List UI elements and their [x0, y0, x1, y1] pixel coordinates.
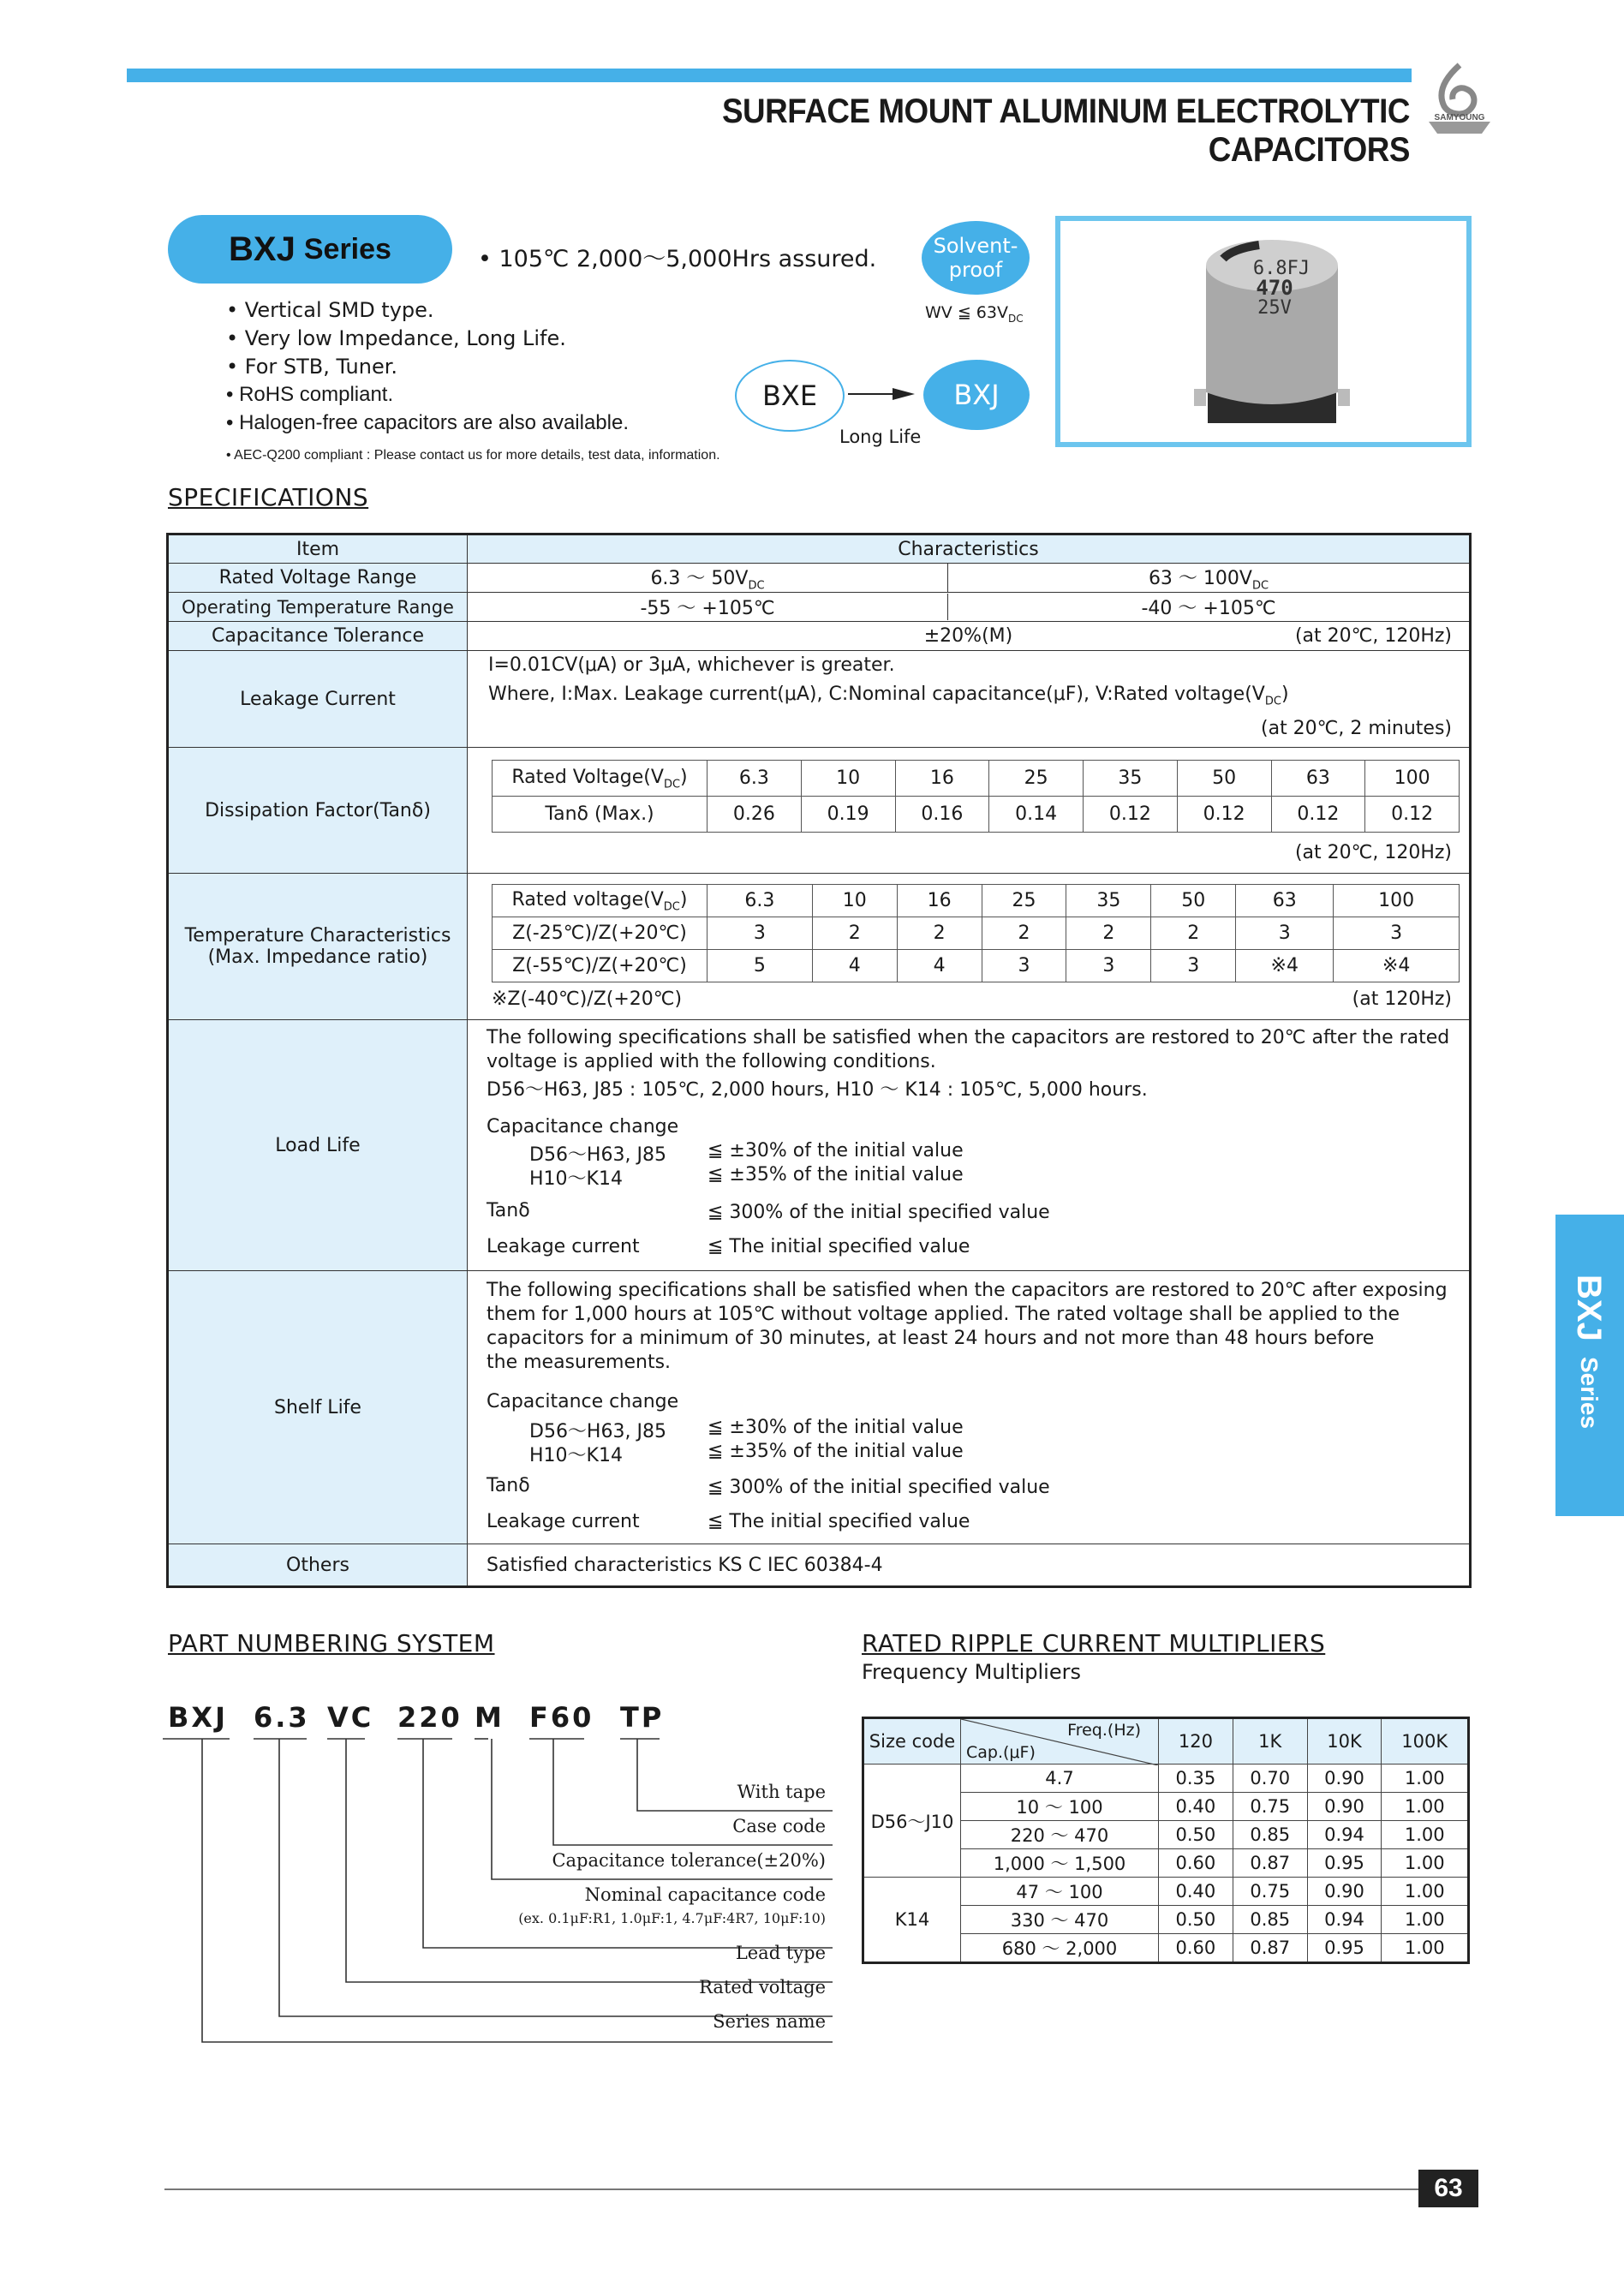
- temp-label: [168, 874, 468, 1020]
- df-tan-value: 0.14: [989, 797, 1084, 833]
- specifications-heading: SPECIFICATIONS: [168, 483, 369, 511]
- temp-voltage: 100: [1334, 885, 1460, 917]
- df-tan-value: 0.12: [1365, 797, 1460, 833]
- shelf-tan: Tanδ: [487, 1475, 530, 1497]
- temp-z25: 3: [1236, 917, 1334, 950]
- shelf-tanv: ≦ 300% of the initial specified value: [708, 1477, 1050, 1499]
- predecessor-series: BXE: [735, 360, 845, 432]
- load-c2v: ≦ ±35% of the initial value: [708, 1164, 964, 1186]
- df-voltage: 100: [1365, 761, 1460, 797]
- ripple-val: 0.50: [1159, 1906, 1233, 1934]
- pn-code-tolerance: M: [475, 1701, 505, 1734]
- temp-voltage: 16: [897, 885, 982, 917]
- temp-z25: 2: [1066, 917, 1151, 950]
- df-tan-value: 0.12: [1084, 797, 1178, 833]
- df-label: Dissipation Factor(Tanδ): [168, 748, 468, 874]
- df-voltage: 63: [1271, 761, 1365, 797]
- temp-voltage: 10: [812, 885, 897, 917]
- load-p3: D56～H63, J85 : 105℃, 2,000 hours, H10 ～ K14 : 105℃, 5,000 hours.: [487, 1079, 1148, 1102]
- temp-vh-end: ): [679, 888, 688, 911]
- temp-vh-text: Rated voltage(V: [511, 888, 664, 911]
- ripple-heading: RATED RIPPLE CURRENT MULTIPLIERS: [862, 1629, 1326, 1657]
- wv-sub: DC: [1007, 312, 1024, 325]
- series-side-tab: [1555, 1215, 1624, 1516]
- df-voltage: 16: [895, 761, 989, 797]
- samyoung-logo: [1425, 62, 1494, 139]
- temp-z25: 3: [1334, 917, 1460, 950]
- shelf-life-label: Shelf Life: [168, 1271, 468, 1544]
- series-headline: • 105℃ 2,000～5,000Hrs assured.: [478, 246, 877, 272]
- ripple-val: 0.87: [1233, 1934, 1307, 1963]
- ripple-val: 0.75: [1233, 1793, 1307, 1821]
- temp-voltage: 63: [1236, 885, 1334, 917]
- ripple-val: 1.00: [1382, 1793, 1469, 1821]
- temp-z55-head: Z(-55℃)/Z(+20℃): [493, 950, 708, 982]
- temp-note: (at 120Hz): [1352, 988, 1452, 1011]
- ripple-val: 0.94: [1307, 1906, 1382, 1934]
- load-life-label: Load Life: [168, 1020, 468, 1271]
- ripple-val: 0.87: [1233, 1849, 1307, 1878]
- ripple-val: 1.00: [1382, 1849, 1469, 1878]
- load-c2: H10～K14: [529, 1168, 623, 1191]
- col-item-header: Item: [168, 534, 468, 564]
- temp-z55: 4: [812, 950, 897, 982]
- cap-tol-value: ±20%(M): [923, 625, 1013, 648]
- load-tan: Tanδ: [487, 1200, 530, 1222]
- side-tab-series: BXJ: [1570, 1275, 1608, 1341]
- ripple-cap: 4.7: [961, 1764, 1159, 1793]
- df-values: [468, 748, 1471, 874]
- load-life-values: [468, 1020, 1471, 1271]
- pn-label-capacitance-example: (ex. 0.1μF:R1, 1.0μF:1, 4.7μF:4R7, 10μF:10): [518, 1910, 826, 1926]
- op-temp-label: Operating Temperature Range: [168, 593, 468, 622]
- shelf-life-values: [468, 1271, 1471, 1544]
- temp-z25-head: Z(-25℃)/Z(+20℃): [493, 917, 708, 950]
- pn-label-lead: Lead type: [735, 1943, 826, 1963]
- temp-voltage: 50: [1151, 885, 1236, 917]
- leakage-line-2: [488, 684, 1289, 708]
- ripple-val: 0.50: [1159, 1821, 1233, 1849]
- feature-6: • AEC-Q200 compliant : Please contact us for more details, test data, information.: [226, 448, 720, 463]
- ripple-cap: 680 ～ 2,000: [961, 1934, 1159, 1963]
- page-number: 63: [1418, 2170, 1478, 2207]
- ripple-val: 0.60: [1159, 1849, 1233, 1878]
- ripple-val: 0.85: [1233, 1906, 1307, 1934]
- series-suffix: Series: [303, 232, 391, 266]
- rv-b-sub: DC: [1251, 579, 1269, 593]
- ripple-val: 0.90: [1307, 1878, 1382, 1906]
- rated-voltage-values: [468, 564, 1471, 593]
- temp-z55: 3: [1066, 950, 1151, 982]
- cap-tol-label: Capacitance Tolerance: [168, 622, 468, 651]
- series-badge: [168, 215, 452, 284]
- ripple-val: 0.90: [1307, 1793, 1382, 1821]
- ripple-freq-head: 1K: [1233, 1718, 1307, 1764]
- solvent-line1: Solvent-: [933, 234, 1018, 258]
- pn-label-series: Series name: [713, 2011, 826, 2032]
- pn-label-tolerance: Capacitance tolerance(±20%): [552, 1850, 826, 1871]
- col-characteristics-header: Characteristics: [468, 534, 1471, 564]
- ripple-val: 0.75: [1233, 1878, 1307, 1906]
- df-voltage: 50: [1177, 761, 1271, 797]
- temp-z25: 2: [897, 917, 982, 950]
- series-name: BXJ: [229, 230, 296, 268]
- marking-1: 6.8FJ: [1252, 258, 1311, 279]
- ripple-freq-label: Freq.(Hz): [1067, 1721, 1141, 1740]
- temp-voltage: 6.3: [708, 885, 813, 917]
- ripple-val: 0.60: [1159, 1934, 1233, 1963]
- shelf-cap-change: Capacitance change: [487, 1391, 679, 1413]
- op-temp-values: [468, 593, 1471, 622]
- others-label: Others: [168, 1544, 468, 1587]
- temp-footnote: ※Z(-40℃)/Z(+20℃): [492, 988, 683, 1011]
- df-voltage: 6.3: [708, 761, 802, 797]
- leakage-note: (at 20℃, 2 minutes): [1261, 718, 1452, 740]
- page-title: SURFACE MOUNT ALUMINUM ELECTROLYTIC CAPACITORS: [721, 93, 1410, 169]
- cap-tol-values: [468, 622, 1471, 651]
- pn-label-case: Case code: [732, 1816, 826, 1836]
- load-cap-change: Capacitance change: [487, 1116, 679, 1138]
- pn-code-packing: TP: [620, 1701, 665, 1734]
- ripple-table: [862, 1717, 1470, 1964]
- ripple-val: 0.40: [1159, 1878, 1233, 1906]
- temp-voltage-head: [493, 885, 708, 917]
- shelf-leak: Leakage current: [487, 1511, 640, 1533]
- ripple-val: 0.70: [1233, 1764, 1307, 1793]
- lineage-label: Long Life: [839, 427, 922, 447]
- ripple-val: 1.00: [1382, 1764, 1469, 1793]
- load-leak: Leakage current: [487, 1236, 640, 1258]
- df-voltage: 25: [989, 761, 1084, 797]
- df-tan-value: 0.12: [1177, 797, 1271, 833]
- others-value: Satisfied characteristics KS C IEC 60384-4: [468, 1544, 1471, 1587]
- df-vh-text: Rated Voltage(V: [511, 766, 664, 788]
- ripple-val: 0.95: [1307, 1934, 1382, 1963]
- specifications-table: [166, 533, 1472, 1588]
- marking-2: 470: [1256, 276, 1293, 300]
- shelf-p2: them for 1,000 hours at 105℃ without voltage applied. The rated voltage shall be applied to the: [487, 1304, 1400, 1326]
- temp-z55: 4: [897, 950, 982, 982]
- pn-label-capacitance: Nominal capacitance code: [584, 1884, 826, 1905]
- feature-5: • Halogen-free capacitors are also available.: [226, 411, 629, 434]
- ripple-val: 1.00: [1382, 1878, 1469, 1906]
- feature-1: • Vertical SMD type.: [226, 298, 434, 322]
- ripple-cap: 330 ～ 470: [961, 1906, 1159, 1934]
- ripple-val: 1.00: [1382, 1906, 1469, 1934]
- load-c1: D56～H63, J85: [529, 1144, 666, 1167]
- temp-z55: ※4: [1236, 950, 1334, 982]
- rated-voltage-label: Rated Voltage Range: [168, 564, 468, 593]
- leakage-line-1: I=0.01CV(μA) or 3μA, whichever is greater.: [488, 654, 895, 677]
- shelf-p3: capacitors for a minimum of 30 minutes, at least 24 hours and not more than 48 hours before: [487, 1328, 1375, 1350]
- df-voltage: 35: [1084, 761, 1178, 797]
- ripple-cap-label: Cap.(μF): [966, 1743, 1036, 1762]
- temp-voltage: 35: [1066, 885, 1151, 917]
- op-temp-a: -55 ～ +105℃: [468, 594, 948, 620]
- ripple-val: 0.40: [1159, 1793, 1233, 1821]
- df-note: (at 20℃, 120Hz): [1294, 842, 1452, 864]
- working-voltage-note: [925, 303, 1024, 325]
- ripple-subheading: Frequency Multipliers: [862, 1660, 1081, 1684]
- temp-vh-sub: DC: [663, 900, 680, 914]
- df-vh-sub: DC: [663, 778, 681, 791]
- ripple-cap: 1,000 ～ 1,500: [961, 1849, 1159, 1878]
- ripple-val: 1.00: [1382, 1821, 1469, 1849]
- shelf-c1v: ≦ ±30% of the initial value: [708, 1417, 964, 1439]
- ripple-val: 0.85: [1233, 1821, 1307, 1849]
- ripple-val: 1.00: [1382, 1934, 1469, 1963]
- load-leakv: ≦ The initial specified value: [708, 1236, 970, 1258]
- ripple-val: 0.95: [1307, 1849, 1382, 1878]
- feature-4: • RoHS compliant.: [226, 383, 394, 406]
- ripple-freq-head: 120: [1159, 1718, 1233, 1764]
- shelf-c1: D56～H63, J85: [529, 1421, 666, 1443]
- df-vh-end: ): [680, 766, 688, 788]
- temp-z55: 3: [1151, 950, 1236, 982]
- brand-text: SAMYOUNG: [1434, 113, 1485, 122]
- df-tan-value: 0.26: [708, 797, 802, 833]
- arrow-right-icon: [848, 385, 916, 403]
- pn-code-lead: VC: [327, 1701, 374, 1734]
- temp-z25: 2: [1151, 917, 1236, 950]
- rv-a-text: 6.3 ～ 50V: [650, 568, 749, 589]
- leakage-values: [468, 651, 1471, 748]
- shelf-c2: H10～K14: [529, 1445, 623, 1467]
- pn-label-voltage: Rated voltage: [699, 1977, 826, 1997]
- temp-z25: 3: [708, 917, 813, 950]
- product-photo: [1055, 216, 1472, 447]
- temp-z55: ※4: [1334, 950, 1460, 982]
- shelf-p1: The following specifications shall be satisfied when the capacitors are restored to 20℃ after exposing: [487, 1280, 1448, 1302]
- side-tab-label: Series: [1576, 1357, 1603, 1430]
- wv-text: WV ≦ 63V: [925, 303, 1008, 322]
- op-temp-b: -40 ～ +105℃: [1141, 598, 1276, 620]
- ripple-freq-head: 10K: [1307, 1718, 1382, 1764]
- pn-code-series: BXJ: [168, 1701, 228, 1734]
- load-p2: voltage is applied with the following conditions.: [487, 1051, 936, 1073]
- shelf-leakv: ≦ The initial specified value: [708, 1511, 970, 1533]
- rv-b-text: 63 ～ 100V: [1148, 568, 1252, 589]
- leakage-line-2-sub: DC: [1264, 695, 1281, 708]
- temp-voltage: 25: [982, 885, 1066, 917]
- load-c1v: ≦ ±30% of the initial value: [708, 1140, 964, 1162]
- ripple-val: 0.94: [1307, 1821, 1382, 1849]
- temp-z55: 5: [708, 950, 813, 982]
- ripple-cap: 47 ～ 100: [961, 1878, 1159, 1906]
- load-tanv: ≦ 300% of the initial specified value: [708, 1202, 1050, 1224]
- temp-label-2: (Max. Impedance ratio): [207, 946, 428, 969]
- df-tan-value: 0.16: [895, 797, 989, 833]
- df-voltage: 10: [801, 761, 895, 797]
- feature-2: • Very low Impedance, Long Life.: [226, 326, 566, 350]
- rated-voltage-a: [468, 564, 948, 592]
- marking-3: 25V: [1257, 297, 1292, 319]
- temp-values: [468, 874, 1471, 1020]
- load-p1: The following specifications shall be satisfied when the capacitors are restored to 20℃ after the rated: [487, 1027, 1450, 1049]
- temp-table: [492, 884, 1460, 982]
- ripple-size-code-head: Size code: [863, 1718, 961, 1764]
- solvent-proof-badge: [922, 221, 1030, 295]
- temp-z25: 2: [982, 917, 1066, 950]
- temp-z55: 3: [982, 950, 1066, 982]
- leakage-line-2-end: ): [1281, 684, 1289, 706]
- solvent-line2: proof: [948, 258, 1003, 282]
- ripple-cap: 220 ～ 470: [961, 1821, 1159, 1849]
- part-numbering-heading: PART NUMBERING SYSTEM: [168, 1629, 495, 1657]
- ripple-val: 0.35: [1159, 1764, 1233, 1793]
- pn-code-capacitance: 220: [397, 1701, 463, 1734]
- ripple-freq-head: 100K: [1382, 1718, 1469, 1764]
- pn-code-voltage: 6.3: [254, 1701, 310, 1734]
- df-tan-value: 0.19: [801, 797, 895, 833]
- df-tan-head: Tanδ (Max.): [493, 797, 708, 833]
- ripple-cap: 10 ～ 100: [961, 1793, 1159, 1821]
- shelf-p4: the measurements.: [487, 1352, 672, 1374]
- shelf-c2v: ≦ ±35% of the initial value: [708, 1441, 964, 1463]
- successor-series: BXJ: [923, 360, 1030, 430]
- footer-rule: [164, 2188, 1424, 2190]
- df-voltage-head: [493, 761, 708, 797]
- feature-3: • For STB, Tuner.: [226, 355, 398, 379]
- rated-voltage-b: [948, 564, 1469, 592]
- df-table: [492, 760, 1460, 833]
- leakage-line-2-text: Where, I:Max. Leakage current(μA), C:Nominal capacitance(μF), V:Rated voltage(V: [488, 684, 1265, 706]
- leakage-label: Leakage Current: [168, 651, 468, 748]
- temp-z25: 2: [812, 917, 897, 950]
- ripple-freq-cap-head: [961, 1718, 1159, 1764]
- df-tan-value: 0.12: [1271, 797, 1365, 833]
- ripple-size-group-1: D56～J10: [863, 1764, 961, 1878]
- cap-tol-note: (at 20℃, 120Hz): [1294, 625, 1452, 648]
- pn-code-case: F60: [529, 1701, 594, 1734]
- header-accent-bar: [127, 69, 1412, 82]
- ripple-size-group-2: K14: [863, 1878, 961, 1963]
- rv-a-sub: DC: [748, 579, 765, 593]
- temp-label-1: Temperature Characteristics: [184, 925, 451, 947]
- ripple-val: 0.90: [1307, 1764, 1382, 1793]
- pn-label-tape: With tape: [737, 1782, 826, 1802]
